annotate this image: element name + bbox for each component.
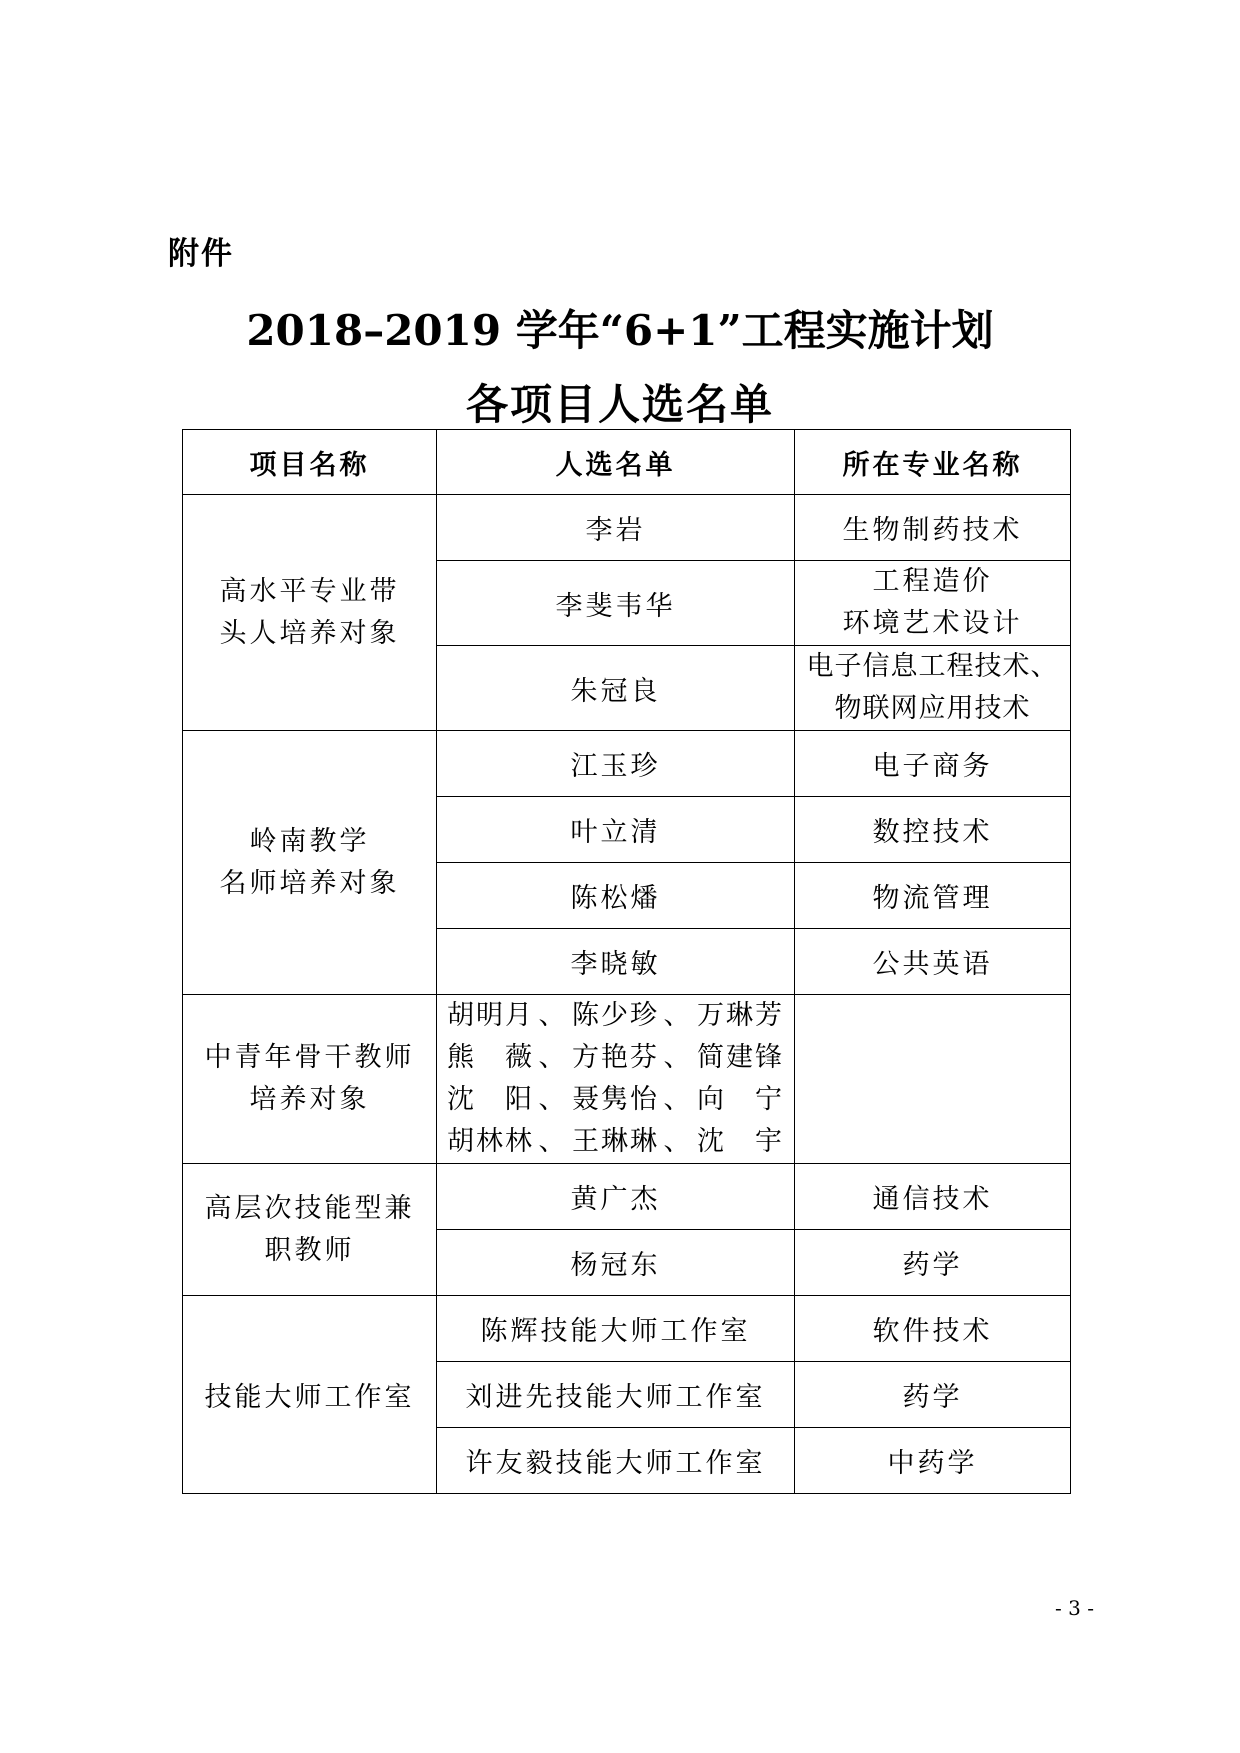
candidate-cell: 杨冠东 (437, 1230, 795, 1296)
candidate-cell: 江玉珍 (437, 731, 795, 797)
name-line: 沈 阳 、 聂隽怡 、 向 宁 (447, 1079, 784, 1121)
project-cell (183, 995, 437, 1164)
major-line: 物联网应用技术 (834, 693, 1031, 724)
document-title-line1: 2018–2019 学年“6+1”工程实施计划 (246, 306, 994, 355)
table-row (183, 1296, 1071, 1362)
candidate-table (182, 429, 1071, 1494)
candidate-name: 聂隽怡 (572, 1084, 659, 1115)
document-title-line2: 各项目人选名单 (465, 380, 774, 429)
candidate-cell: 陈辉技能大师工作室 (437, 1296, 795, 1362)
project-name-line: 高层次技能型兼 (204, 1192, 415, 1224)
candidate-list-cell (437, 995, 795, 1164)
candidate-cell: 李岩 (437, 495, 795, 561)
candidate-cell: 李晓敏 (437, 929, 795, 995)
project-name-line: 培养对象 (249, 1084, 370, 1115)
major-cell: 中药学 (795, 1428, 1071, 1494)
table-header-row (183, 430, 1071, 495)
candidate-cell: 黄广杰 (437, 1164, 795, 1230)
project-name-line: 职教师 (264, 1234, 355, 1266)
name-line: 胡明月 、 陈少珍 、 万琳芳 (447, 995, 784, 1037)
table-row (183, 495, 1071, 561)
candidate-name: 向 宁 (697, 1084, 784, 1115)
candidate-name: 简建锋 (697, 1042, 784, 1073)
candidate-name: 熊 薇 (447, 1042, 534, 1073)
project-name-line: 名师培养对象 (219, 867, 400, 899)
table-row (183, 995, 1071, 1164)
candidate-cell: 许友毅技能大师工作室 (437, 1428, 795, 1494)
candidate-name: 陈少珍 (572, 1000, 659, 1031)
major-cell (795, 995, 1071, 1164)
project-cell: 技能大师工作室 (183, 1296, 437, 1494)
major-cell: 生物制药技术 (795, 495, 1071, 561)
candidate-name: 万琳芳 (697, 1000, 784, 1031)
major-cell: 公共英语 (795, 929, 1071, 995)
candidate-cell: 刘进先技能大师工作室 (437, 1362, 795, 1428)
candidate-name: 沈 阳 (447, 1084, 534, 1115)
project-name-line: 高水平专业带 (219, 575, 400, 607)
project-name-line: 头人培养对象 (219, 617, 400, 649)
table-row (183, 731, 1071, 797)
major-cell: 数控技术 (795, 797, 1071, 863)
project-cell (183, 495, 437, 731)
major-cell: 通信技术 (795, 1164, 1071, 1230)
candidate-cell: 朱冠良 (437, 646, 795, 731)
major-line: 电子信息工程技术、 (806, 651, 1059, 682)
candidate-cell: 陈松燔 (437, 863, 795, 929)
candidate-name: 王琳琳 (572, 1126, 659, 1157)
project-name-line: 岭南教学 (249, 825, 370, 857)
page-number: - 3 - (1055, 1596, 1094, 1620)
header-project: 项目名称 (183, 430, 437, 495)
name-line: 熊 薇 、 方艳芬 、 简建锋 (447, 1037, 784, 1079)
table-row (183, 1164, 1071, 1230)
candidate-name: 胡明月 (447, 1000, 534, 1031)
major-cell (795, 646, 1071, 731)
candidate-name: 方艳芬 (572, 1042, 659, 1073)
major-cell: 药学 (795, 1362, 1071, 1428)
major-line: 工程造价 (872, 566, 993, 597)
header-major: 所在专业名称 (795, 430, 1071, 495)
candidate-cell: 李斐韦华 (437, 561, 795, 646)
candidate-name: 胡林林 (447, 1126, 534, 1157)
project-cell (183, 731, 437, 995)
project-name-line: 中青年骨干教师 (204, 1042, 415, 1073)
major-cell: 药学 (795, 1230, 1071, 1296)
major-line: 环境艺术设计 (842, 608, 1023, 639)
candidate-cell: 叶立清 (437, 797, 795, 863)
major-cell: 软件技术 (795, 1296, 1071, 1362)
header-candidates: 人选名单 (437, 430, 795, 495)
major-cell: 物流管理 (795, 863, 1071, 929)
name-line: 胡林林 、 王琳琳 、 沈 宇 (447, 1121, 784, 1163)
project-cell (183, 1164, 437, 1296)
major-cell (795, 561, 1071, 646)
major-cell: 电子商务 (795, 731, 1071, 797)
candidate-name: 沈 宇 (697, 1126, 784, 1157)
attachment-label: 附件 (168, 236, 234, 272)
